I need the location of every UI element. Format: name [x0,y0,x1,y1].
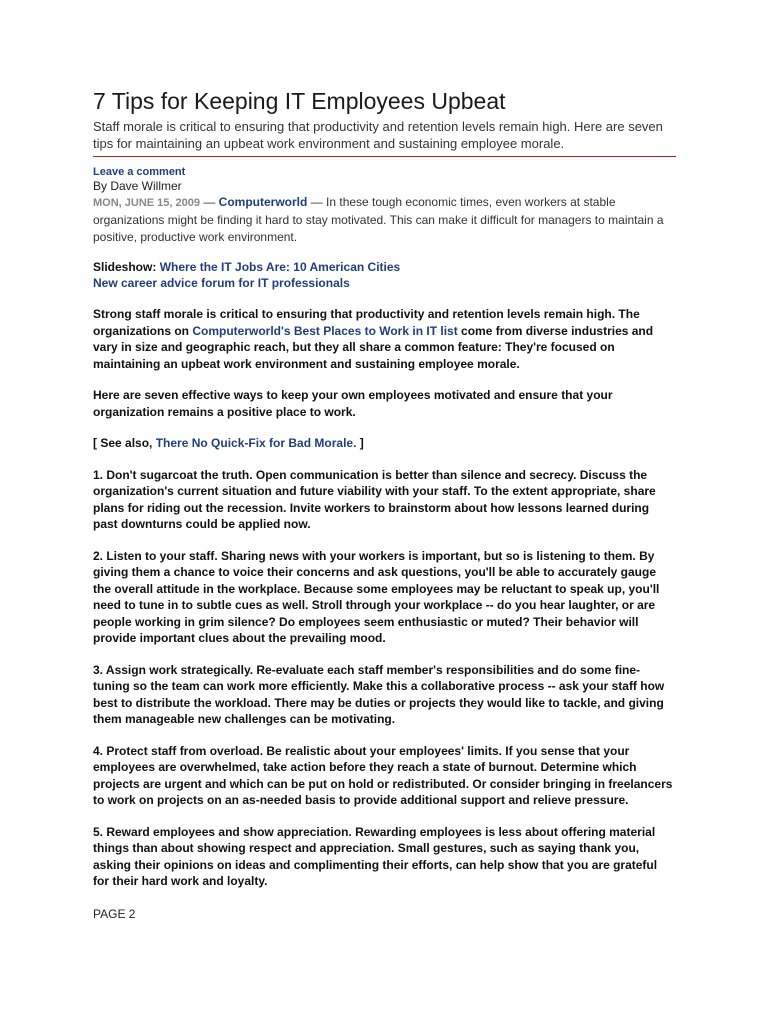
tip-2: 2. Listen to your staff. Sharing news with your workers is important, but so is listening to them. By giving them a chance to voice their concerns and ask questions, you'll be able to accurately gauge the overall attitude in the workplace. Because some employees may be reluctant to speak up, you'll need to tune in to subtle cues as well. Stroll through your workplace -- do you hear laughter, or are people working in grim silence? Do employees seem enthusiastic or muted? Their behavior will provide important clues about the prevailing mood. [93,548,660,645]
publish-date: MON, JUNE 15, 2009 [93,197,200,209]
page-number: PAGE 2 [93,906,136,921]
source-link[interactable]: Computerworld [218,195,308,209]
forum-link[interactable]: New career advice forum for IT professionals [93,276,350,290]
slideshow-link[interactable]: Where the IT Jobs Are: 10 American Cities [159,260,401,274]
title-divider [93,156,676,157]
see-also [93,435,676,452]
leave-comment-link[interactable]: Leave a comment [93,166,186,178]
forum-line [93,275,676,291]
best-places-link[interactable]: Computerworld's Best Places to Work in IT list [192,323,458,338]
paragraph-text: come from diverse industries and vary in size and geographic reach, but they all share a common feature: They're focused on maintaining an upbeat work environment and sustaining employee morale. [93,323,654,371]
tip-3: 3. Assign work strategically. Re-evaluate each staff member's responsibilities and do some fine-tuning so the team can work more efficiently. Make this a collaborative process -- ask your staff how best to distribute the workload. There may be duties or projects they would like to tackle, and giving them manageable new challenges can be motivating. [93,662,665,726]
tip-1: 1. Don't sugarcoat the truth. Open communication is better than silence and secrecy. Discuss the organization's current situation and future viability with your staff. To the extent appropriate, share plans for riding out the recession. Invite workers to brainstorm about how lessons learned during past downturns could be applied now. [93,467,656,531]
related-links [93,259,676,291]
dateline-dash: — [200,195,219,209]
slideshow-line [93,259,676,275]
article [93,86,676,921]
dateline [93,194,676,246]
tip-5: 5. Reward employees and show appreciation. Rewarding employees is less about offering material things than about showing respect and appreciation. Small gestures, such as saying thank you, asking their opinions on ideas and complimenting their efforts, can help show that you are grateful for their hard work and loyalty. [93,824,658,888]
tip-4: 4. Protect staff from overload. Be realistic about your employees' limits. If you sense that your employees are overwhelmed, take action before they reach a state of burnout. Determine which projects are urgent and which can be put on hold or redistributed. Or consider bringing in freelancers to work on projects on an as-needed basis to provide additional support and relieve pressure. [93,743,673,807]
see-also-suffix: ] [356,436,364,450]
paragraph-2: Here are seven effective ways to keep your own employees motivated and ensure that your organization remains a positive place to work. [93,388,613,419]
article-title: 7 Tips for Keeping IT Employees Upbeat [93,88,506,114]
see-also-prefix: [ See also, [93,436,156,450]
paragraph-text: Strong staff morale is critical to ensuring that productivity and retention levels remain high. The organizations on [93,307,640,338]
slideshow-prefix: Slideshow: [93,260,160,274]
paragraph-1 [93,306,676,372]
byline: By Dave Willmer [93,179,182,193]
article-dek: Staff morale is critical to ensuring that productivity and retention levels remain high. Here are seven tips for maintaining an upbeat work environment and sustaining employee morale. [93,119,663,151]
see-also-link[interactable]: There No Quick-Fix for Bad Morale. [155,436,357,450]
dateline-dash: — [307,195,327,209]
intro-text: In these tough economic times, even workers at stable organizations might be finding it hard to stay motivated. This can make it difficult for managers to maintain a positive, productive work environment. [93,195,664,244]
